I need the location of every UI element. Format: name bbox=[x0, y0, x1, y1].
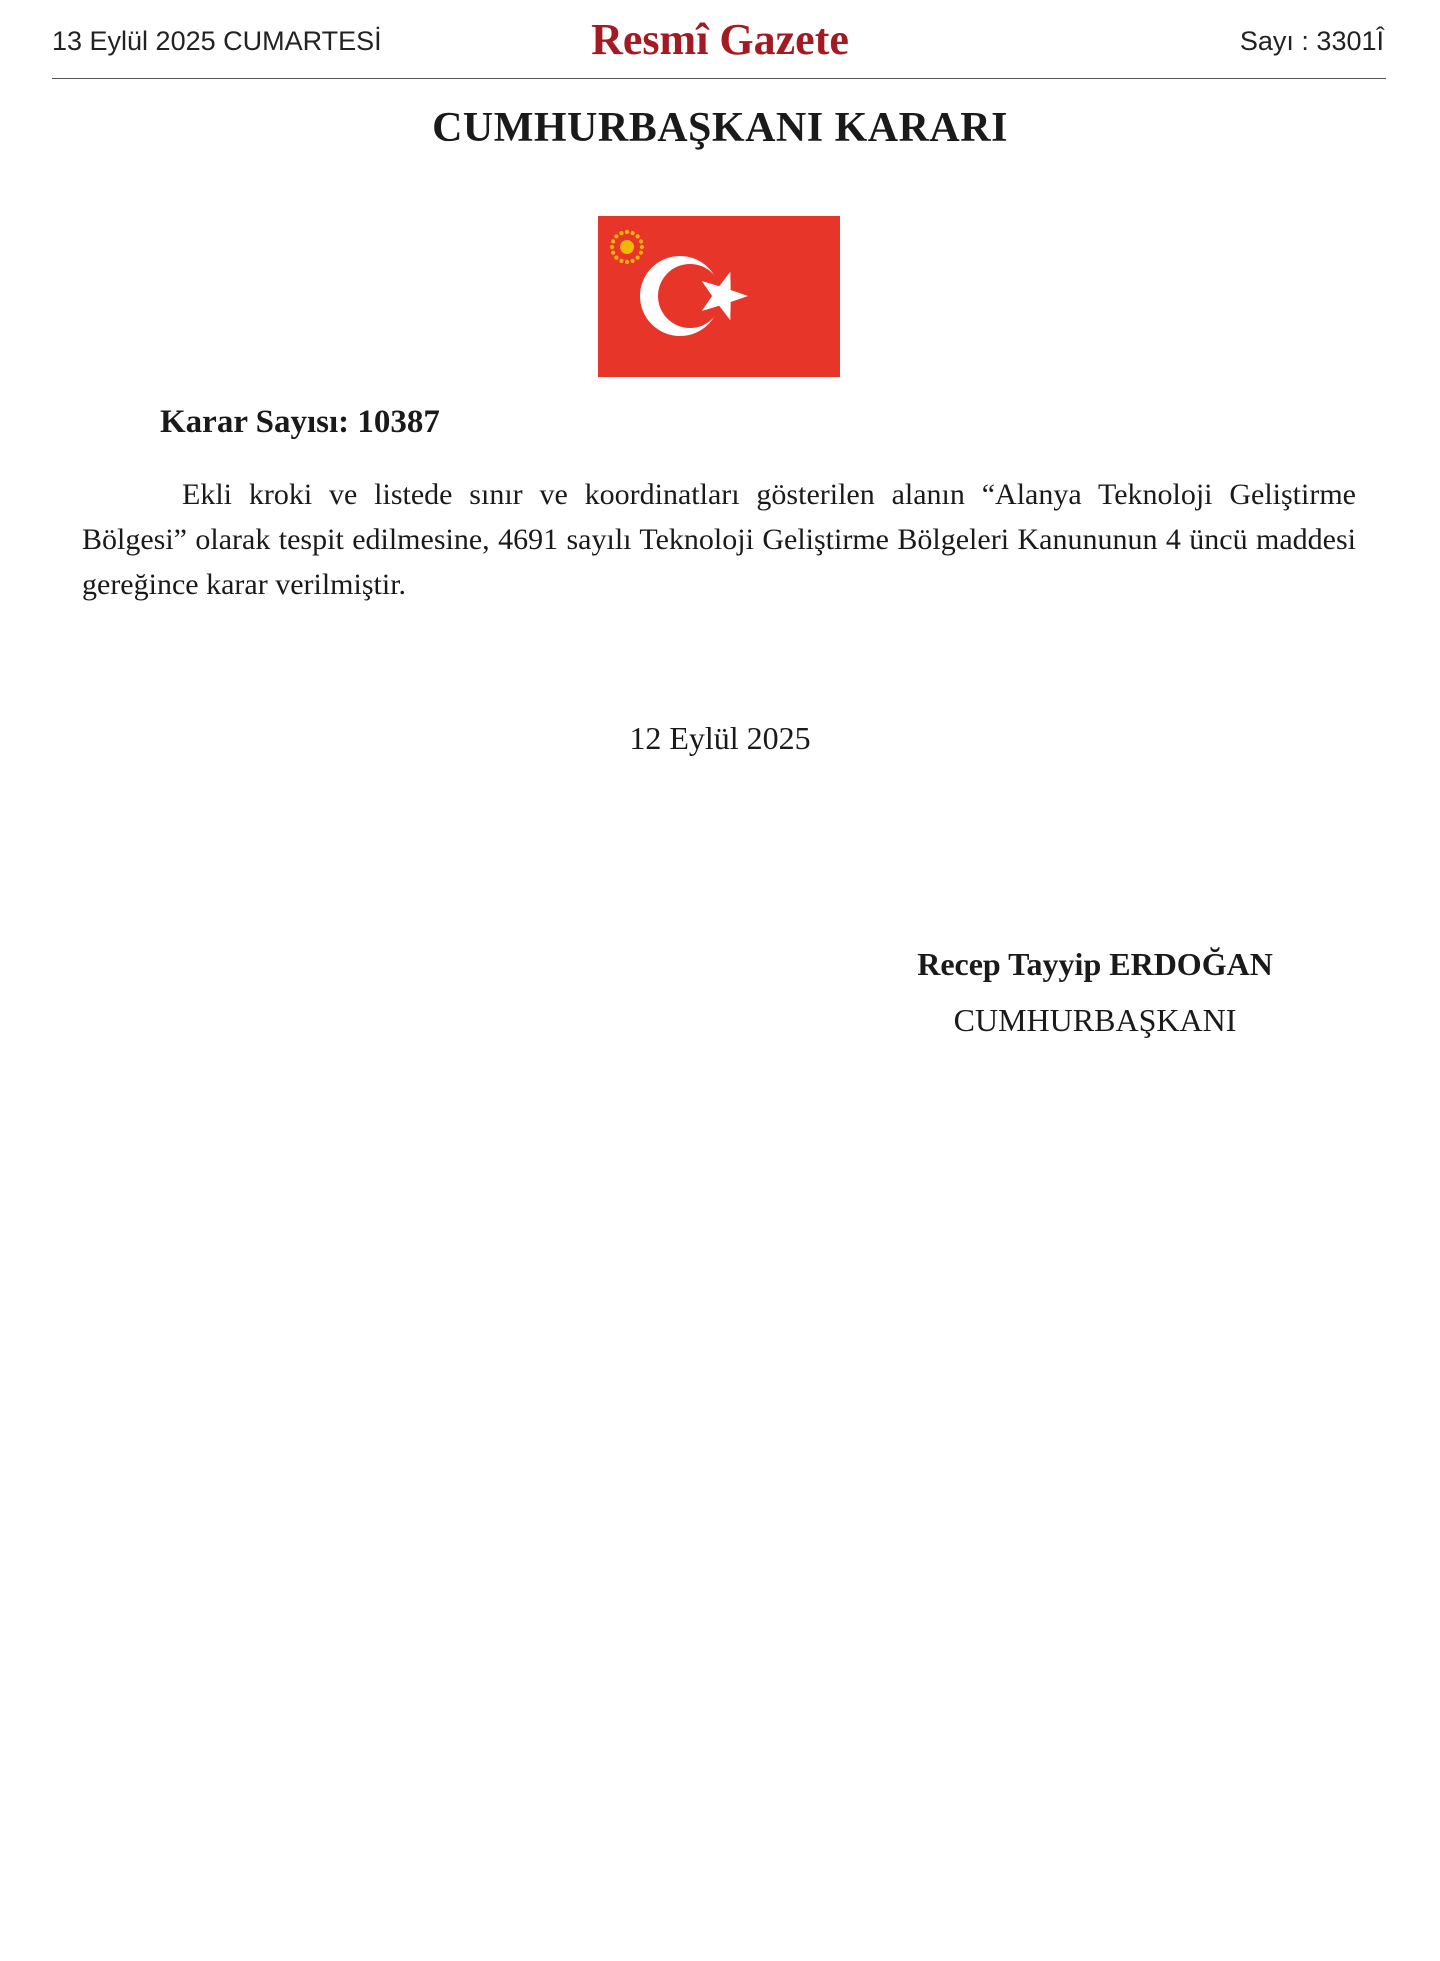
presidential-flag-icon bbox=[598, 216, 840, 377]
document-heading: CUMHURBAŞKANI KARARI bbox=[432, 105, 1008, 151]
gazette-issue-number: Sayı : 3301Î bbox=[1239, 26, 1384, 56]
signature-block bbox=[850, 944, 1340, 1040]
signatory-title: CUMHURBAŞKANI bbox=[953, 1002, 1237, 1038]
gazette-title: Resmî Gazete bbox=[591, 15, 849, 64]
gazette-date: 13 Eylül 2025 CUMARTESİ bbox=[52, 26, 382, 56]
decision-body-text: Ekli kroki ve listede sınır ve koordinatları gösterilen alanın “Alanya Teknoloji Geliştirme Bölgesi” olarak tespit edilmesine, 4691 sayılı Teknoloji Geliştirme Bölgeleri Kanununun 4 üncü maddesi gereğince karar verilmiştir. bbox=[82, 478, 1356, 601]
decision-number: Karar Sayısı: 10387 bbox=[160, 404, 440, 440]
decision-date: 12 Eylül 2025 bbox=[629, 720, 811, 756]
signatory-name: Recep Tayyip ERDOĞAN bbox=[917, 946, 1273, 982]
header-divider bbox=[52, 78, 1386, 79]
